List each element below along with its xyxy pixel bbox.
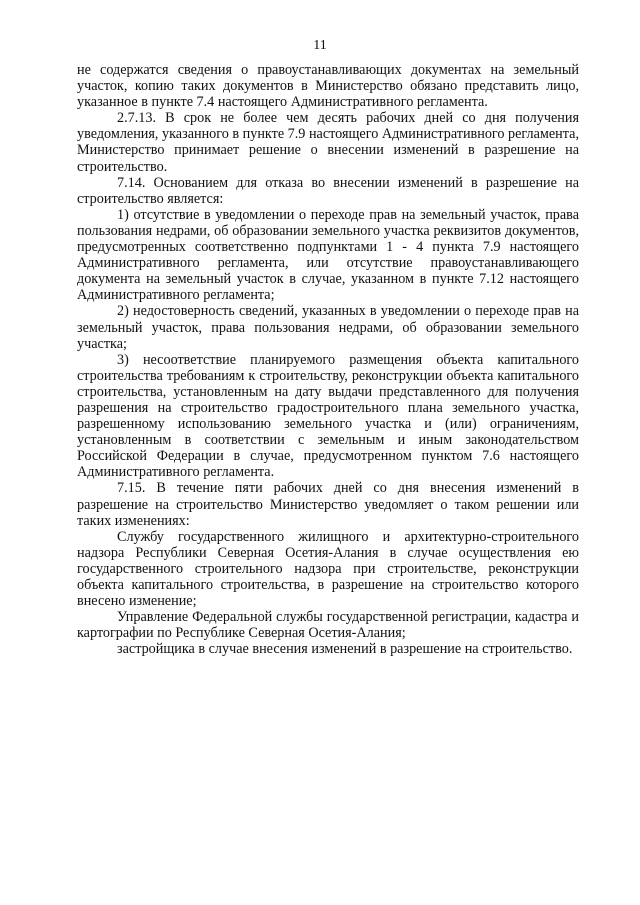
paragraph-7-14: 7.14. Основанием для отказа во внесении изменений в разрешение на строительство является: — [77, 174, 579, 207]
paragraph-7-15: 7.15. В течение пяти рабочих дней со дня внесения изменений в разрешение на строительство Министерство уведомляет о таком решении или таких изменениях: — [77, 480, 579, 529]
list-item-1: 1) отсутствие в уведомлении о переходе прав на земельный участок, права пользования недрами, об образовании земельного участка реквизитов документов, предусмотренных соответственно подпунктами 1 - 4 пункта 7.9 настоящего Административного регламента, или отсутствие правоустанавливающего документа на земельный участок в случае, указанном в пункте 7.12 настоящего Административного регламента; — [77, 206, 579, 304]
recipient-registration-office: Управление Федеральной службы государственной регистрации, кадастра и картографии по Республике Северная Осетия-Алания; — [77, 609, 579, 642]
document-body — [77, 62, 579, 657]
recipient-developer: застройщика в случае внесения изменений в разрешение на строительство. — [117, 641, 573, 658]
list-item-3: 3) несоответствие планируемого размещения объекта капитального строительства требованиям к строительству, реконструкции объекта капитального строительства, установленным на дату выдачи представленного для получения разрешения на строительство градостроительного плана земельного участка, разрешенному использованию земельного участка и (или) ограничениям, установленным в соответствии с земельным и иным законодательством Российской Федерации в случае, предусмотренном пунктом 7.6 настоящего Административного регламента. — [77, 351, 579, 481]
recipient-supervision-service: Службу государственного жилищного и архитектурно-строительного надзора Республики Северная Осетия-Алания в случае осуществления ею государственного строительного надзора при строительстве, реконструкции объекта капитального строительства, в разрешение на строительство которого внесено изменение; — [77, 528, 579, 610]
page-number: 11 — [313, 38, 327, 53]
list-item-2: 2) недостоверность сведений, указанных в уведомлении о переходе прав на земельный участок, права пользования недрами, об образовании земельного участка; — [77, 303, 579, 352]
paragraph-continuation: не содержатся сведения о правоустанавливающих документах на земельный участок, копию таких документов в Министерство обязано представить лицо, указанное в пункте 7.4 настоящего Административного регламента. — [77, 62, 579, 111]
paragraph-2-7-13: 2.7.13. В срок не более чем десять рабочих дней со дня получения уведомления, указанного в пункте 7.9 настоящего Административного регламента, Министерство принимает решение о внесении изменений в разрешение на строительство. — [77, 110, 579, 175]
